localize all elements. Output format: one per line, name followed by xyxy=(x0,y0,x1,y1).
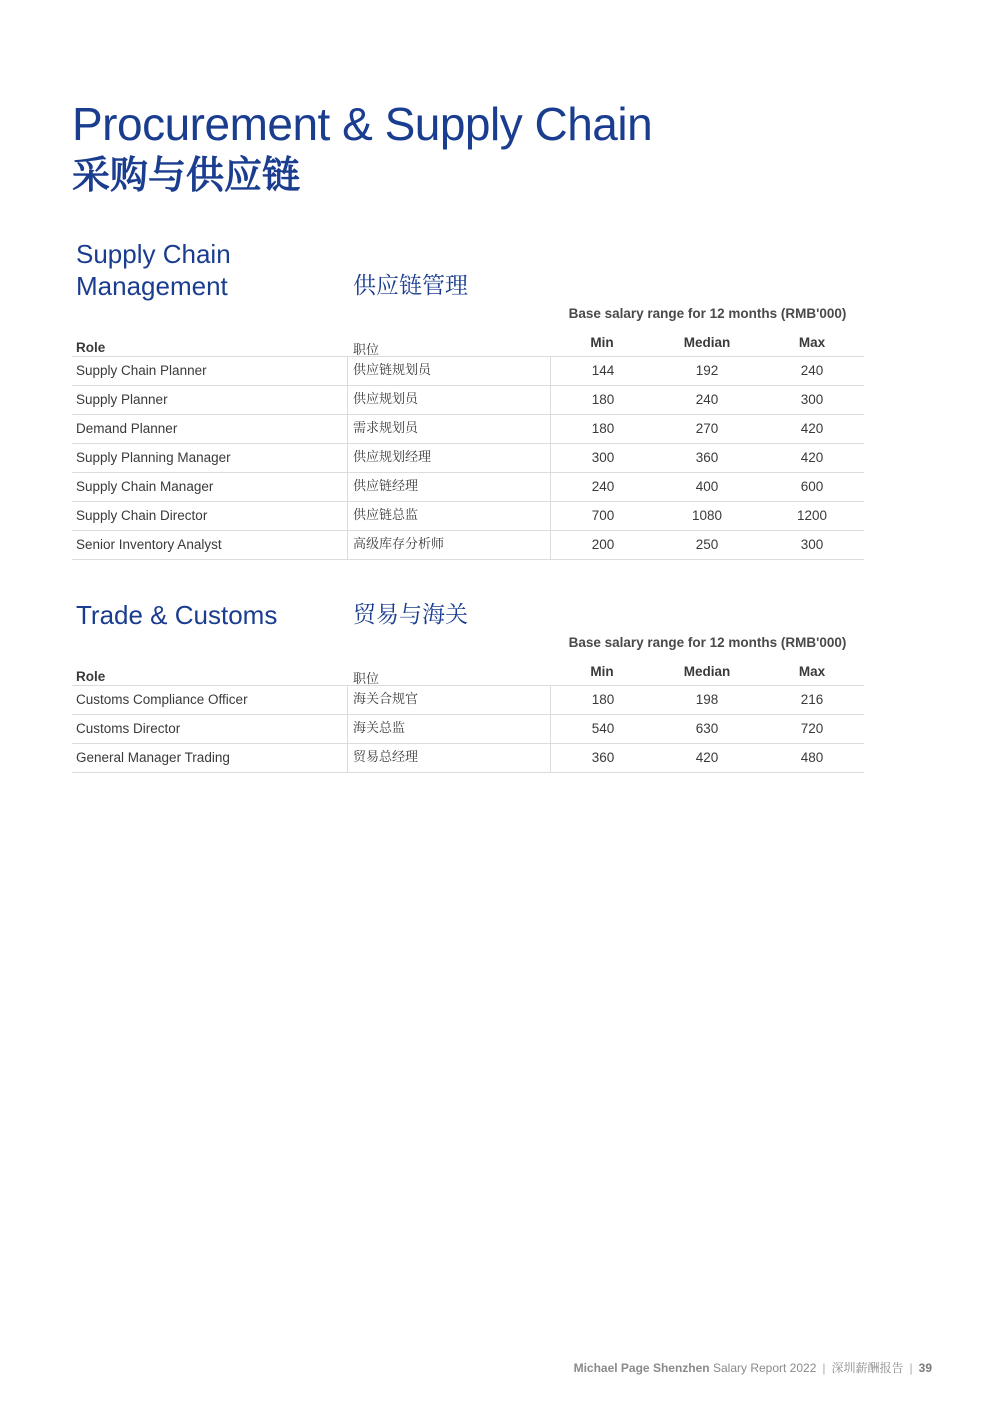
column-header-min: Min xyxy=(590,664,614,679)
page-number: 39 xyxy=(918,1361,932,1375)
role-cn-cell: 供应规划员 xyxy=(347,386,555,414)
table-row xyxy=(72,686,864,715)
max-cell: 300 xyxy=(800,392,824,407)
section-title xyxy=(76,238,231,302)
column-header-median: Median xyxy=(683,335,731,350)
footer-separator: | xyxy=(822,1361,826,1375)
column-header-max: Max xyxy=(798,335,826,350)
max-cell: 480 xyxy=(800,750,824,765)
median-cell: 630 xyxy=(695,721,719,736)
min-cell: 540 xyxy=(550,715,655,743)
role-cn-cell: 供应链总监 xyxy=(347,502,555,530)
median-cell: 198 xyxy=(695,692,719,707)
median-cell: 270 xyxy=(695,421,719,436)
median-cell: 400 xyxy=(695,479,719,494)
role-cell: Customs Director xyxy=(76,721,181,736)
salary-range-caption: Base salary range for 12 months (RMB'000) xyxy=(568,306,847,321)
column-header-role-cn: 职位 xyxy=(353,672,380,687)
salary-range-caption: Base salary range for 12 months (RMB'000) xyxy=(568,635,847,650)
min-cell: 300 xyxy=(550,444,655,472)
min-cell: 180 xyxy=(550,686,655,714)
min-cell: 700 xyxy=(550,502,655,530)
column-header-median: Median xyxy=(683,664,731,679)
table-row xyxy=(72,744,864,773)
role-cell: General Manager Trading xyxy=(76,750,230,765)
role-cell: Senior Inventory Analyst xyxy=(76,537,222,552)
section-title-line2: Management xyxy=(76,271,228,301)
max-cell: 600 xyxy=(800,479,824,494)
median-cell: 1080 xyxy=(691,508,723,523)
max-cell: 240 xyxy=(800,363,824,378)
median-cell: 360 xyxy=(695,450,719,465)
table-row xyxy=(72,531,864,560)
table-row xyxy=(72,386,864,415)
role-cn-cell: 供应链经理 xyxy=(347,473,555,501)
role-cn-cell: 需求规划员 xyxy=(347,415,555,443)
table-row xyxy=(72,715,864,744)
role-cell: Supply Chain Manager xyxy=(76,479,214,494)
salary-table xyxy=(72,685,864,773)
min-cell: 360 xyxy=(550,744,655,772)
role-cn-cell: 高级库存分析师 xyxy=(347,531,555,559)
table-row xyxy=(72,415,864,444)
role-cn-cell: 供应链规划员 xyxy=(347,357,555,385)
page-title-cn: 采购与供应链 xyxy=(72,153,301,197)
role-cell: Supply Chain Planner xyxy=(76,363,207,378)
role-cn-cell: 贸易总经理 xyxy=(347,744,555,772)
footer-report-cn: 深圳薪酬报告 xyxy=(831,1361,904,1375)
max-cell: 720 xyxy=(800,721,824,736)
median-cell: 420 xyxy=(695,750,719,765)
footer-report: Salary Report 2022 xyxy=(712,1361,817,1375)
role-cn-cell: 海关总监 xyxy=(347,715,555,743)
column-header-min: Min xyxy=(590,335,614,350)
max-cell: 216 xyxy=(800,692,824,707)
max-cell: 420 xyxy=(800,450,824,465)
table-row xyxy=(72,502,864,531)
table-row xyxy=(72,357,864,386)
role-cell: Supply Planner xyxy=(76,392,168,407)
page-title: Procurement & Supply Chain xyxy=(72,98,653,150)
max-cell: 300 xyxy=(800,537,824,552)
min-cell: 180 xyxy=(550,386,655,414)
min-cell: 180 xyxy=(550,415,655,443)
role-cell: Supply Planning Manager xyxy=(76,450,231,465)
min-cell: 200 xyxy=(550,531,655,559)
section-title-cn: 供应链管理 xyxy=(353,273,468,299)
table-row xyxy=(72,444,864,473)
role-cn-cell: 供应规划经理 xyxy=(347,444,555,472)
median-cell: 192 xyxy=(695,363,719,378)
section-title-cn: 贸易与海关 xyxy=(353,602,468,628)
min-cell: 240 xyxy=(550,473,655,501)
section-title-line1: Supply Chain xyxy=(76,239,231,269)
role-cn-cell: 海关合规官 xyxy=(347,686,555,714)
column-header-role: Role xyxy=(76,669,106,684)
median-cell: 250 xyxy=(695,537,719,552)
footer-separator: | xyxy=(909,1361,913,1375)
role-cell: Supply Chain Director xyxy=(76,508,208,523)
role-cell: Customs Compliance Officer xyxy=(76,692,248,707)
page-footer xyxy=(574,1359,932,1376)
max-cell: 420 xyxy=(800,421,824,436)
salary-table xyxy=(72,356,864,560)
min-cell: 144 xyxy=(550,357,655,385)
column-header-role-cn: 职位 xyxy=(353,343,380,358)
column-header-role: Role xyxy=(76,340,106,355)
max-cell: 1200 xyxy=(796,508,828,523)
footer-brand: Michael Page Shenzhen xyxy=(573,1361,710,1375)
median-cell: 240 xyxy=(695,392,719,407)
column-header-max: Max xyxy=(798,664,826,679)
table-row xyxy=(72,473,864,502)
role-cell: Demand Planner xyxy=(76,421,178,436)
section-title: Trade & Customs xyxy=(76,600,278,630)
